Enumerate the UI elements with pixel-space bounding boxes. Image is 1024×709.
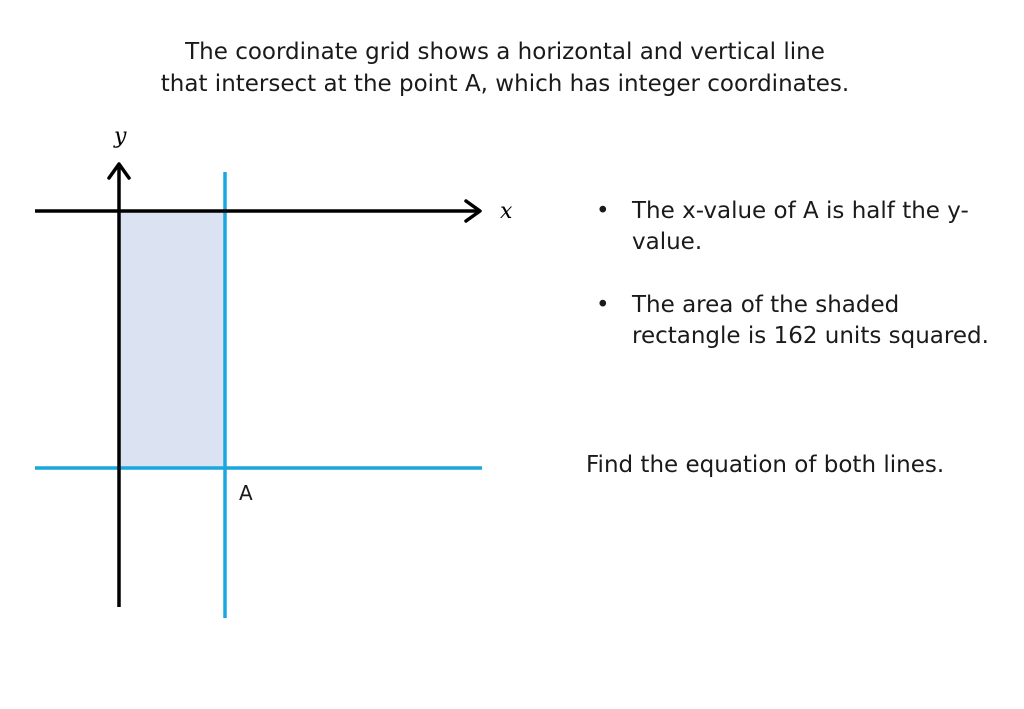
fact-x-half-y (592, 196, 1012, 258)
facts-list (592, 196, 1012, 384)
problem-statement-line-2: that intersect at the point A, which has integer coordinates. (160, 71, 850, 97)
point-a-label: A (239, 481, 253, 505)
bullet-icon: • (596, 198, 610, 224)
shaded-rectangle (119, 211, 225, 468)
x-axis-label: x (500, 199, 513, 224)
bullet-icon: • (596, 292, 610, 318)
fact-text: The x-value of A is half the y-value. (632, 198, 969, 255)
y-axis-label: y (114, 124, 127, 149)
fact-text: The area of the shaded rectangle is 162 units squared. (632, 292, 989, 349)
fact-area (592, 290, 1012, 352)
problem-statement-line-1: The coordinate grid shows a horizontal and vertical line (185, 39, 825, 65)
task-prompt: Find the equation of both lines. (586, 452, 945, 478)
